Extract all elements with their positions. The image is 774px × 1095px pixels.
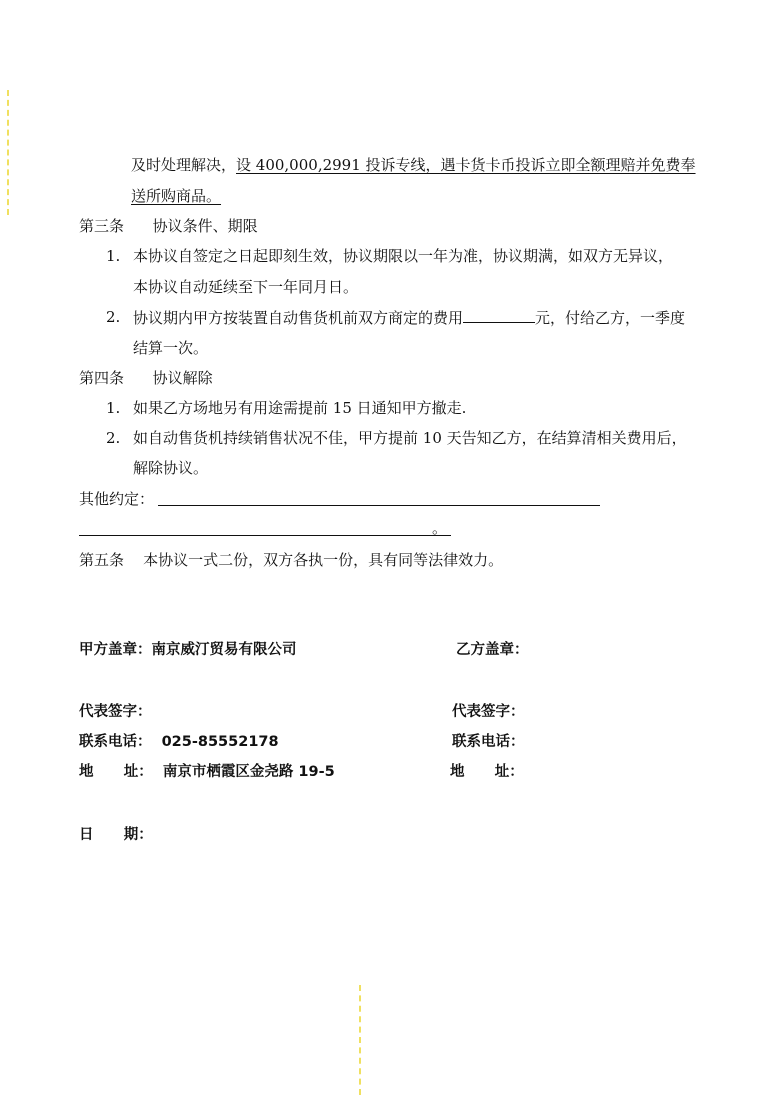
article3-item2-line1 (133, 307, 685, 328)
article3-heading: 第三条 协议条件、期限 (79, 217, 258, 235)
article3-item2-line2: 结算一次。 (133, 339, 209, 357)
article5-text: 第五条 本协议一式二份，双方各执一份，具有同等法律效力。 (79, 551, 504, 569)
article3-item1-line1: 本协议自签定之日起即刻生效，协议期限以一年为准，协议期满，如双方无异议， (133, 247, 674, 265)
article3-item2-text-a: 协议期内甲方按装置自动售货机前双方商定的费用 (133, 309, 464, 327)
article4-item2-num: 2. (106, 429, 121, 447)
party-b-phone: 联系电话： (452, 734, 525, 750)
other-agreement-label: 其他约定： (79, 490, 155, 508)
section2-cont-plain: 及时处理解决， (131, 156, 237, 174)
article3-item1-line2: 本协议自动延续至下一年同月日。 (133, 278, 359, 296)
party-a-phone: 联系电话： 025-85552178 (79, 734, 279, 750)
section2-cont-line1 (131, 155, 696, 175)
fee-amount-blank[interactable] (463, 307, 535, 323)
date-field: 日 期： (79, 827, 153, 843)
article4-item1-num: 1. (106, 399, 121, 417)
complaint-hotline-text: 设 400,000,2991 投诉专线，遇卡货卡币投诉立即全额理赔并免费奉 (236, 156, 696, 174)
other-agreement-end-mark: 。 (432, 519, 448, 537)
other-agreement-line-2[interactable] (79, 535, 451, 536)
party-a-rep-signature: 代表签字： (79, 704, 152, 720)
article4-item2-line2: 解除协议。 (133, 459, 209, 477)
article4-item2-line1: 如自动售货机持续销售状况不佳，甲方提前 10 天告知乙方，在结算清相关费用后， (133, 429, 687, 447)
section2-cont-line2: 送所购商品。 (131, 187, 222, 205)
other-agreement-line-1[interactable] (158, 505, 600, 506)
binding-mark-bottom (359, 985, 361, 1095)
article3-item2-text-b: 元，付给乙方，一季度 (535, 309, 686, 327)
article4-heading: 第四条 协议解除 (79, 369, 213, 387)
party-b-seal: 乙方盖章： (456, 642, 529, 658)
party-a-address: 地 址： 南京市栖霞区金尧路 19-5 (79, 764, 335, 780)
party-a-seal: 甲方盖章：南京威汀贸易有限公司 (79, 642, 297, 658)
party-b-rep-signature: 代表签字： (452, 704, 525, 720)
article4-item1-line1: 如果乙方场地另有用途需提前 15 日通知甲方撤走. (133, 399, 467, 417)
article3-item2-num: 2. (106, 308, 121, 326)
party-b-address: 地 址： (450, 764, 524, 780)
binding-mark-top (7, 90, 9, 215)
article3-item1-num: 1. (106, 247, 121, 265)
